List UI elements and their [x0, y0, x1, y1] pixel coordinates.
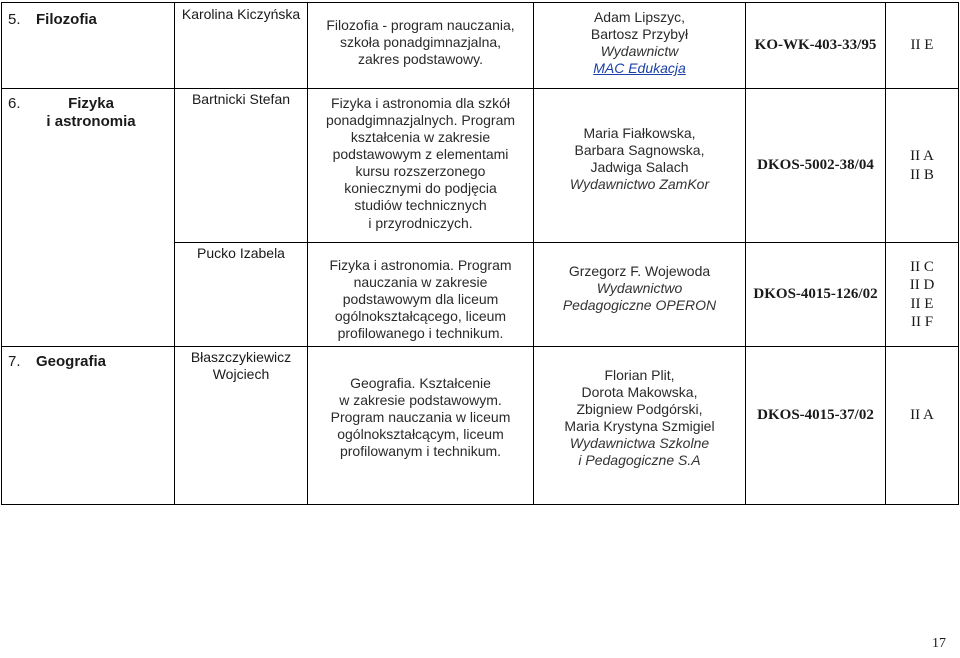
publisher-name: Wydawnictwo: [596, 280, 683, 297]
classes-cell: [886, 243, 959, 347]
publisher-name: Wydawnictwa Szkolne: [569, 435, 710, 452]
textbook-author: Jadwiga Salach: [590, 159, 689, 176]
curriculum-table: [1, 2, 959, 505]
program-cell: [308, 89, 534, 243]
program-line: Geografia. Kształcenie: [350, 375, 491, 391]
class-label: II D: [909, 277, 935, 294]
subject-cell: [2, 89, 175, 347]
approval-code-cell: [746, 243, 886, 347]
author-name: Karolina Kiczyńska: [181, 6, 301, 22]
author-name: Błaszczykiewicz: [190, 349, 292, 365]
approval-code-cell: [746, 89, 886, 243]
author-name: Wojciech: [212, 366, 270, 383]
program-cell: [308, 243, 534, 347]
subject-cell: [2, 3, 175, 89]
program-line: kursu rozszerzonego: [355, 163, 486, 180]
textbook-cell: [534, 347, 746, 505]
program-cell: [308, 3, 534, 89]
class-label: II B: [910, 166, 934, 183]
publisher-name: Wydawnictw: [600, 43, 679, 60]
classes-cell: [886, 347, 959, 505]
classes-cell: [886, 3, 959, 89]
class-label: II E: [910, 37, 934, 54]
program-line: Fizyka i astronomia. Program: [329, 257, 512, 273]
approval-code: KO-WK-403-33/95: [754, 37, 877, 54]
program-line: profilowanym i technikum.: [339, 443, 502, 460]
table-row: [2, 3, 959, 89]
page-number: 17: [932, 636, 946, 651]
textbook-cell: [534, 89, 746, 243]
classes-cell: [886, 89, 959, 243]
textbook-author: Grzegorz F. Wojewoda: [568, 263, 711, 279]
class-label: II A: [910, 407, 934, 424]
table-row: [2, 89, 959, 243]
program-line: Program nauczania w liceum: [330, 409, 511, 426]
textbook-author: Adam Lipszyc,: [593, 9, 686, 25]
textbook-author: Florian Plit,: [604, 367, 675, 383]
author-cell: [175, 89, 308, 243]
approval-code: DKOS-5002-38/04: [757, 157, 874, 174]
author-cell: [175, 243, 308, 347]
class-label: II E: [910, 295, 934, 312]
program-line: w zakresie podstawowym.: [339, 392, 502, 409]
publisher-link[interactable]: MAC Edukacja: [593, 60, 686, 77]
author-cell: [175, 3, 308, 89]
publisher-name: Wydawnictwo ZamKor: [569, 176, 710, 193]
program-line: zakres podstawowy.: [357, 51, 483, 68]
approval-code: DKOS-4015-126/02: [753, 286, 878, 303]
subject-name: Fizyka i astronomia: [46, 95, 136, 131]
approval-code-cell: [746, 347, 886, 505]
approval-code-cell: [746, 3, 886, 89]
program-line: Filozofia - program nauczania,: [326, 17, 515, 33]
subject-name: Geografia: [36, 353, 107, 370]
author-name: Pucko Izabela: [197, 245, 285, 261]
program-line: szkoła ponadgimnazjalna,: [339, 34, 502, 51]
textbook-cell: [534, 3, 746, 89]
class-label: II F: [910, 313, 934, 330]
textbook-author: Dorota Makowska,: [581, 384, 698, 401]
approval-code: DKOS-4015-37/02: [757, 407, 874, 424]
publisher-name: i Pedagogiczne S.A: [578, 452, 701, 469]
program-line: ogólnokształcącym, liceum: [337, 426, 504, 443]
program-line: koniecznymi do podjęcia: [344, 180, 497, 197]
program-line: Fizyka i astronomia dla szkół: [331, 95, 510, 111]
program-line: podstawowym dla liceum: [342, 291, 499, 308]
publisher-name: Pedagogiczne OPERON: [562, 297, 717, 314]
author-cell: [175, 347, 308, 505]
textbook-author: Maria Krystyna Szmigiel: [564, 418, 715, 435]
program-line: profilowanego i technikum.: [337, 325, 504, 342]
textbook-author: Barbara Sagnowska,: [574, 142, 705, 159]
textbook-author: Maria Fiałkowska,: [583, 125, 696, 141]
row-number: 7.: [8, 353, 21, 370]
program-line: i przyrodniczych.: [368, 214, 473, 231]
program-cell: [308, 347, 534, 505]
program-line: kształcenia w zakresie: [350, 129, 491, 146]
subject-name: Filozofia: [36, 11, 97, 28]
program-line: ogólnokształcącego, liceum: [334, 308, 507, 325]
textbook-author: Bartosz Przybył: [590, 26, 689, 43]
program-line: studiów technicznych: [354, 197, 487, 214]
program-line: podstawowym z elementami: [332, 146, 509, 163]
class-label: II A: [910, 148, 934, 165]
author-name: Bartnicki Stefan: [191, 91, 291, 107]
class-label: II C: [910, 258, 934, 275]
subject-cell: [2, 347, 175, 505]
program-line: nauczania w zakresie: [353, 274, 488, 291]
row-number: 5.: [8, 11, 21, 28]
table-row: [2, 347, 959, 505]
program-line: ponadgimnazjalnych. Program: [325, 112, 516, 129]
textbook-author: Zbigniew Podgórski,: [576, 401, 703, 418]
textbook-cell: [534, 243, 746, 347]
row-number: 6.: [8, 95, 21, 112]
